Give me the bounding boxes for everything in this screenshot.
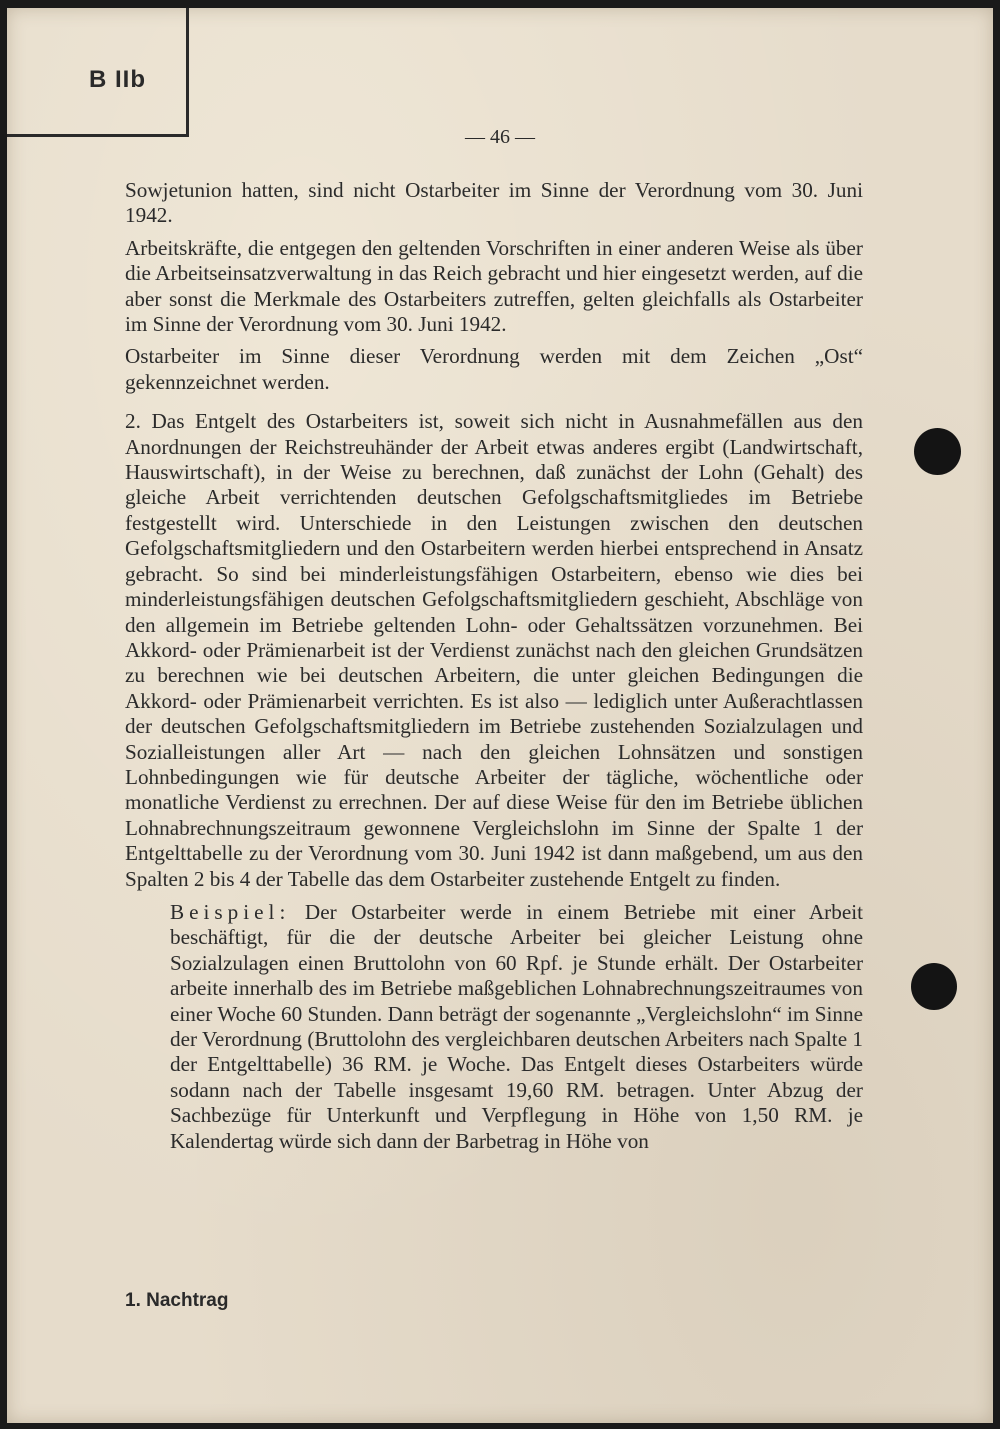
paragraph-wage-calculation: 2. Das Entgelt des Ostarbeiters ist, soweit sich nicht in Ausnahmefällen aus den Anordnungen der Reichstreuhänder der Arbeit etwas anderes ergibt (Landwirtschaft, Hauswirtschaft), in der Weise zu berechnen, daß zunächst der Lohn (Gehalt) des gleiche Arbeit verrichtenden deutschen Gefolgschaftsmitgliedes im Betriebe festgestellt wird. Unterschiede in den Leistungen zwischen den deutschen Gefolgschaftsmitgliedern und den Ostarbeitern werden hierbei entsprechend in Ansatz gebracht. So sind bei minderleistungsfähigen Ostarbeitern, ebenso wie dies bei minderleistungsfähigen deutschen Gefolgschaftsmitgliedern geschieht, Abschläge von den allgemein im Betriebe geltenden Lohn- oder Gehaltssätzen vorzunehmen. Bei Akkord- oder Prämienarbeit ist der Verdienst zunächst nach den gleichen Grundsätzen zu berechnen wie bei deutschen Arbeitern, die unter gleichen Bedingungen die Akkord- oder Prämienarbeit verrichten. Es ist also — lediglich unter Außerachtlassen der deutschen Gefolgschaftsmitgliedern im Betriebe zustehenden Sozialzulagen und Sozialleistungen aller Art — nach den gleichen Lohnsätzen und sonstigen Lohnbedingungen wie für deutsche Arbeiter der tägliche, wöchentliche oder monatliche Verdienst zu errechnen. Der auf diese Weise für den im Betriebe üblichen Lohnabrechnungszeitraum gewonnene Vergleichslohn im Sinne der Spalte 1 der Entgelttabelle zu der Verordnung vom 30. Juni 1942 ist dann maßgebend, um aus den Spalten 2 bis 4 der Tabelle das dem Ostarbeiter zustehende Entgelt zu finden. [125, 409, 863, 891]
punch-hole-top [914, 428, 961, 475]
supplement-label: 1. Nachtrag [125, 1290, 229, 1311]
example-text: Der Ostarbeiter werde in einem Betriebe mit einer Arbeit beschäftigt, für die der deutsche Arbeiter bei gleicher Leistung ohne Sozialzulagen einen Bruttolohn von 60 Rpf. je Stunde erhält. Der Ostarbeiter arbeite innerhalb des im Betriebe maßgeblichen Lohnabrechnungszeitraumes von einer Woche 60 Stunden. Dann beträgt der sogenannte „Vergleichslohn“ im Sinne der Verordnung (Bruttolohn des vergleichbaren deutschen Arbeiters nach Spalte 1 der Entgelttabelle) 36 RM. je Woche. Das Entgelt dieses Ostarbeiters würde sodann nach der Tabelle insgesamt 19,60 RM. betragen. Unter Abzug der Sachbezüge für Unterkunft und Verpflegung in Höhe von 1,50 RM. je Kalendertag würde sich dann der Barbetrag in Höhe von [170, 899, 863, 1153]
punch-hole-bottom [911, 963, 957, 1010]
example-label: Beispiel: [170, 899, 291, 924]
section-code: B IIb [89, 66, 146, 93]
section-code-box [7, 8, 189, 137]
paragraph-continuation: Sowjetunion hatten, sind nicht Ostarbeiter im Sinne der Verordnung vom 30. Juni 1942. [125, 178, 863, 228]
page-number: — 46 — [465, 126, 535, 148]
body-text [125, 178, 863, 1154]
document-page [7, 8, 993, 1423]
paragraph-labor-forces: Arbeitskräfte, die entgegen den geltenden Vorschriften in einer anderen Weise als über die Arbeitseinsatzverwaltung in das Reich gebracht und hier eingesetzt werden, auf die aber sonst die Merkmale des Ostarbeiters zutreffen, gelten gleichfalls als Ostarbeiter im Sinne der Verordnung vom 30. Juni 1942. [125, 235, 863, 337]
paragraph-ost-marking: Ostarbeiter im Sinne dieser Verordnung werden mit dem Zeichen „Ost“ gekennzeichnet werden. [125, 344, 863, 394]
example-paragraph [170, 900, 863, 1154]
